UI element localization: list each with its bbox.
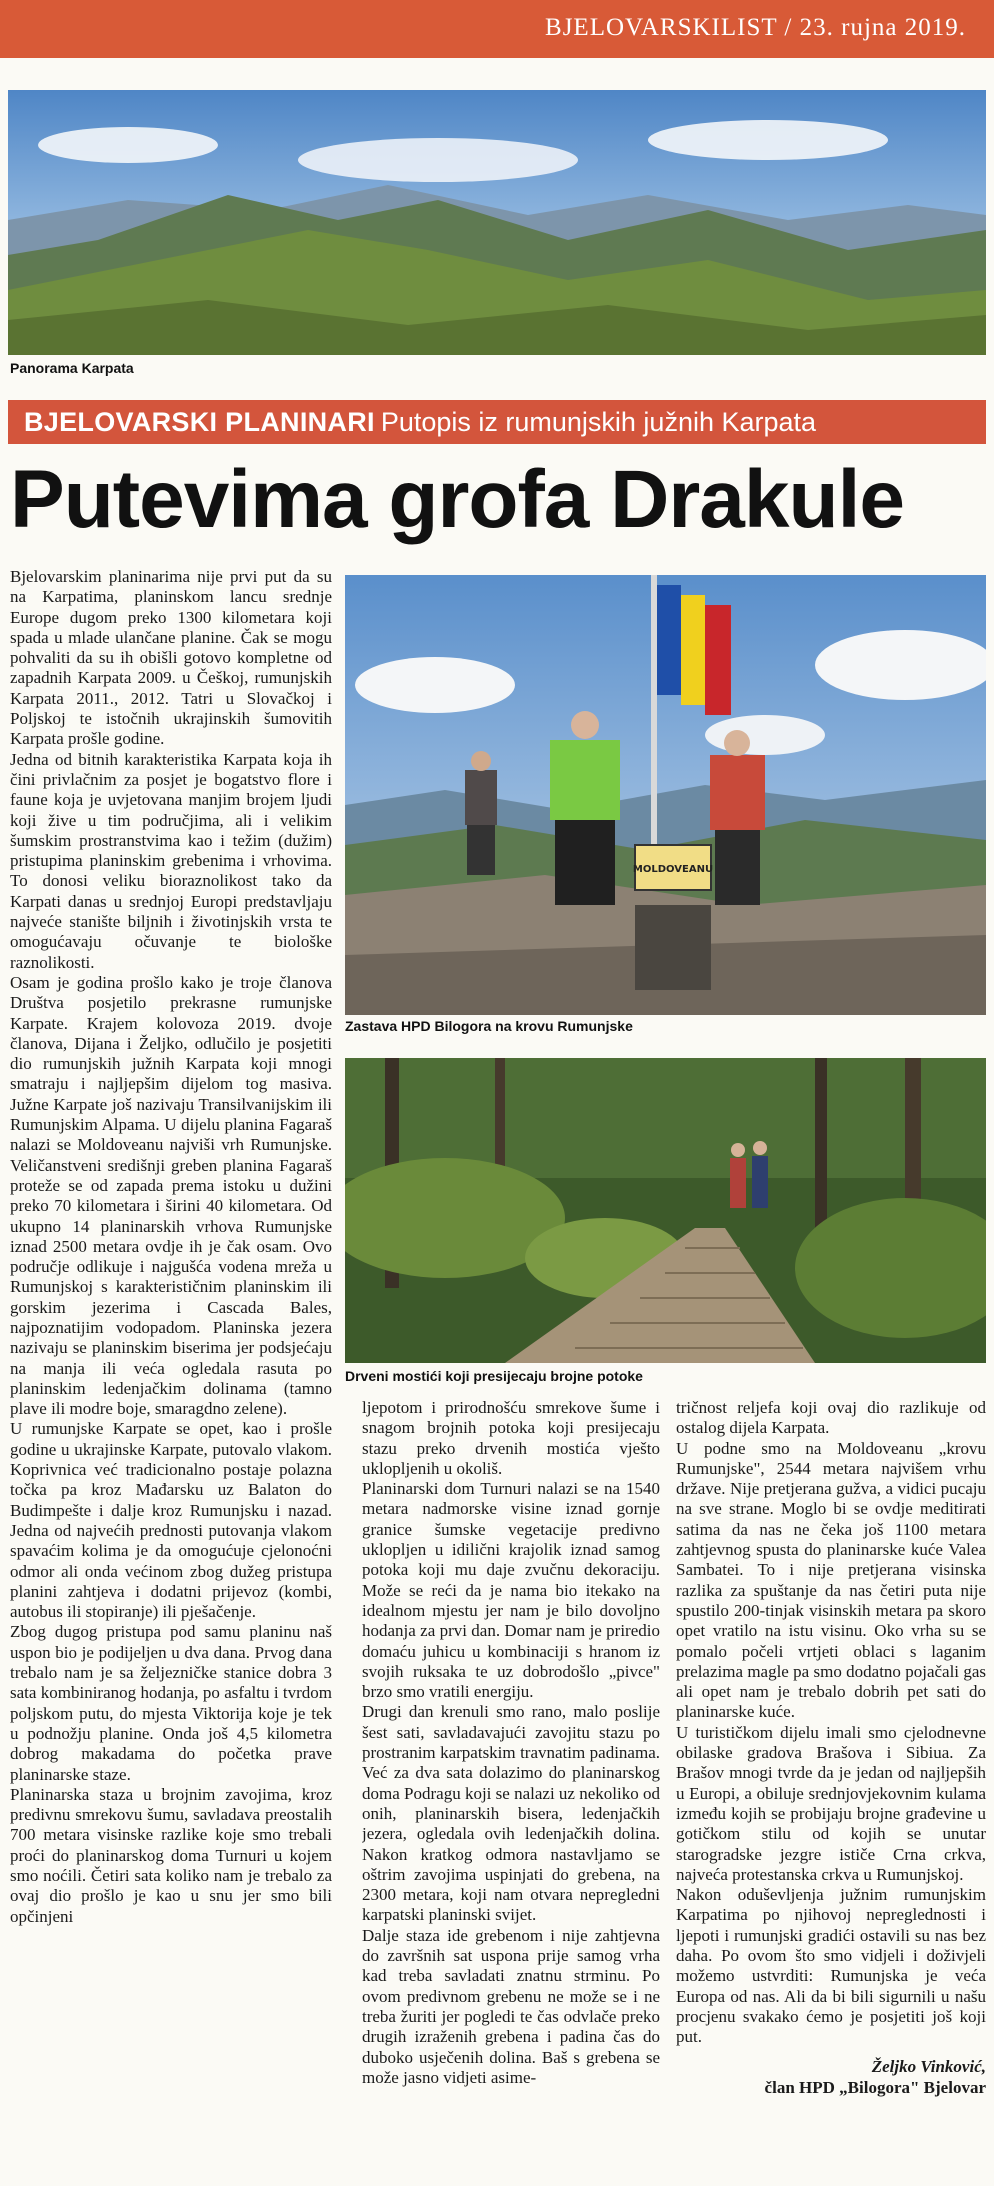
paragraph: Bjelovarskim planinarima nije prvi put da su na Karpatima, planinskom lancu srednje Europe dugom preko 1300 kilometara koji spada u mlade ulančane planine. Čak se mogu pohvaliti da su ih obišli gotovo kompletne od zapadnih Karpata 2009. u Češkoj, rumunjskih Karpata 2011., 2012. Tatri u Slovačkoj i Poljskoj te istočnih ukrajinskih šumovitih Karpata prošle godine.: [10, 567, 332, 749]
kicker-section: BJELOVARSKI PLANINARI: [24, 407, 375, 437]
author-affiliation: član HPD „Bilogora" Bjelovar: [764, 2077, 986, 2097]
paragraph: ljepotom i prirodnošću smrekove šume i snagom brojnih potoka koji presijecaju stazu preko drvenih mostića vješto uklopljenih u okoliš.: [362, 1398, 660, 1478]
article-column-3: [676, 1398, 986, 2182]
paragraph: Planinarski dom Turnuri nalazi se na 1540 metara nadmorske visine iznad gornje granice šumske vegetacije predivno uklopljen u idilični krajolik iznad samog potoka koji mu daje zvučnu dekoraciju. Može se reći da je nama bio itekako na idealnom mjestu jer nam je bilo dovoljno hodanja za prvi dan. Domar nam je priredio domaću juhicu u kombinaciji s hranom iz svojih ruksaka te uz dobrodošlo „pivce" brzo smo vratili energiju.: [362, 1479, 660, 1702]
paragraph: U rumunjske Karpate se opet, kao i prošle godine u ukrajinske Karpate, putovalo vlakom. Koprivnica već tradicionalno postaje polazna točka pa kroz Mađarsku uz Balaton do Budimpešte i dalje kroz Rumunjsku i nazad. Jedna od najvećih prednosti putovanja vlakom spavaćim kolima je da omogućuje cjelonoćni odmor ali onda većinom zbog dužeg pristupa planini zahtjeva i dodatni prijevoz (kombi, autobus ili stopiranje) ili pješačenje.: [10, 1419, 332, 1622]
bridge-caption: Drveni mostići koji presijecaju brojne potoke: [345, 1368, 643, 1384]
paragraph: Planinarska staza u brojnim zavojima, kroz predivnu smrekovu šumu, savladava preostalih 700 metara visinske razlike koje smo trebali proći do planinarskog doma Turnuri u kojem smo noćili. Četiri sata koliko nam je trebalo za ovaj dio prošlo je kao u snu jer smo bili opčinjeni: [10, 1784, 332, 1926]
author-signature: [676, 2056, 986, 2098]
section-kicker: [8, 400, 986, 444]
bridge-photo: [345, 1058, 986, 1363]
headline: Putevima grofa Drakule: [10, 454, 904, 545]
summit-photo: [345, 575, 986, 1015]
paragraph: U podne smo na Moldoveanu „krovu Rumunjske", 2544 metara najvišem vrhu države. Nije pretjerana gužva, a vidici pucaju na sve strane. Moglo bi se ovdje meditirati satima da nas ne čeka još 1100 metara zahtjevnog spusta do planinarske kuće Valea Sambatei. To i nije pretjerana visinska razlika za spuštanje da nas četiri puta nije spustilo 200-tinjak visinskih metara pa skoro opet vratilo na istu visinu. Oko vrha su se pomalo počeli vrtjeti oblaci s laganim prelazima magle pa smo dodatno pojačali gas ali opet nam je trebalo dobrih pet sati do planinarske kuće.: [676, 1438, 986, 1722]
paragraph: tričnost reljefa koji ovaj dio razlikuje od ostalog dijela Karpata.: [676, 1398, 986, 1438]
summit-sign-text: MOLDOVEANU: [632, 864, 714, 875]
article-column-2: [362, 1398, 660, 2182]
panorama-caption: Panorama Karpata: [10, 360, 134, 376]
paragraph: Jedna od bitnih karakteristika Karpata koja ih čini privlačnim za posjet je bogatstvo flore i faune koja je uvjetovana manjim brojem ljudi koji žive u tim područjima, ali i velikim šumskim prostranstvima kao i težim (dužim) pristupima planinskim grebenima i vrhovima. To donosi veliku bioraznolikost tako da Karpati danas u srednjoj Europi predstavljaju najveće stanište biljnih i životinjskih vrsta te omogućavaju očuvanje te biološke raznolikosti.: [10, 749, 332, 972]
masthead: BJELOVARSKILIST / 23. rujna 2019.: [545, 14, 966, 41]
summit-caption: Zastava HPD Bilogora na krovu Rumunjske: [345, 1018, 633, 1034]
paragraph: Zbog dugog pristupa pod samu planinu naš uspon bio je podijeljen u dva dana. Prvog dana trebalo nam je sa željezničke stanice dobra 3 sata kombiniranog hodanja, po asfaltu i tvrdom poljskom putu, do mjesta Viktorija koje je tek u podnožju planine. Onda još 4,5 kilometra dobrog makadama do početka prave planinarske staze.: [10, 1622, 332, 1784]
paragraph: Nakon oduševljenja južnim rumunjskim Karpatima po njihovoj nepreglednosti i ljepoti i rumunjski gradići ostavili su nas bez daha. Po ovom što smo vidjeli i doživjeli možemo ustvrditi: Rumunjska je veća Europa od nas. Ali da bi bili sigurnili u našu procjenu svakako ćemo je posjetiti još koji put.: [676, 1885, 986, 2047]
article-column-1: [10, 567, 332, 2182]
author-name: Željko Vinković,: [871, 2056, 986, 2076]
paragraph: Drugi dan krenuli smo rano, malo poslije šest sati, savladavajući zavojitu stazu po prostranim karpatskim travnatim padinama. Već za dva sata dolazimo do planinarskog doma Podragu koji se nalazi uz nekoliko od onih, planinarskih bisera, ledenjačkih jezera, ogledala ovih ledenjačkih dolina. Nakon kratkog odmora nastavljamo se oštrim zavojima uspinjati do grebena, na 2300 metara, koji nam otvara nepregledni karpatski planinski svijet.: [362, 1702, 660, 1925]
paragraph: U turističkom dijelu imali smo cjelodnevne obilaske gradova Brašova i Sibiua. Za Brašov mnogi tvrde da je jedan od najljepših u Europi, a obiluje srednjovjekovnim kulama između kojih se probijaju brojne građevine u gotičkom stilu od kojih se unutar starogradske jezgre ističe Crna crkva, najveća protestanska crkva u Rumunjskoj.: [676, 1722, 986, 1884]
panorama-photo: [8, 90, 986, 355]
kicker-subtitle: Putopis iz rumunjskih južnih Karpata: [380, 407, 817, 437]
paragraph: Dalje staza ide grebenom i nije zahtjevna do završnih sat uspona prije samog vrha kad treba savladati znatnu strminu. Po ovom predivnom grebenu ne može se i ne treba žuriti jer pogledi te čas odvlače preko drugih izraženih grebena i padina čas do duboko usječenih dolina. Baš s grebena se može jasno vidjeti asime-: [362, 1925, 660, 2087]
paragraph: Osam je godina prošlo kako je troje članova Društva posjetilo prekrasne rumunjske Karpate. Krajem kolovoza 2019. dvoje članova, Dijana i Željko, odlučilo je posjetiti dio rumunjskih južnih Karpata koji mnogi smatraju i najljepšim dijelom tog masiva. Južne Karpate još nazivaju Transilvanijskim ili Rumunjskim Alpama. U dijelu planina Fagaraš nalazi se Moldoveanu najviši vrh Rumunjske. Veličanstveni središnji greben planina Fagaraš proteže se od zapada prema istoku u dužini preko 70 kilometara i širini 40 kilometara. Od ukupno 14 planinarskih vrhova Rumunjske iznad 2500 metara ovdje ih je čak osam. Ovo područje odlikuje i najgušća vodena mreža u Rumunjskoj s karakterističnim planinskim ili gorskim jezerima i Cascada Bales, najpoznatijim vodopadom. Planinska jezera nazivaju se planinskim biserima jer podsjećaju na manja ili veća ogledala rasuta po planinskim ledenjačkim dolinama (tamno plave ili modre boje, smaragdno zelene).: [10, 972, 332, 1419]
